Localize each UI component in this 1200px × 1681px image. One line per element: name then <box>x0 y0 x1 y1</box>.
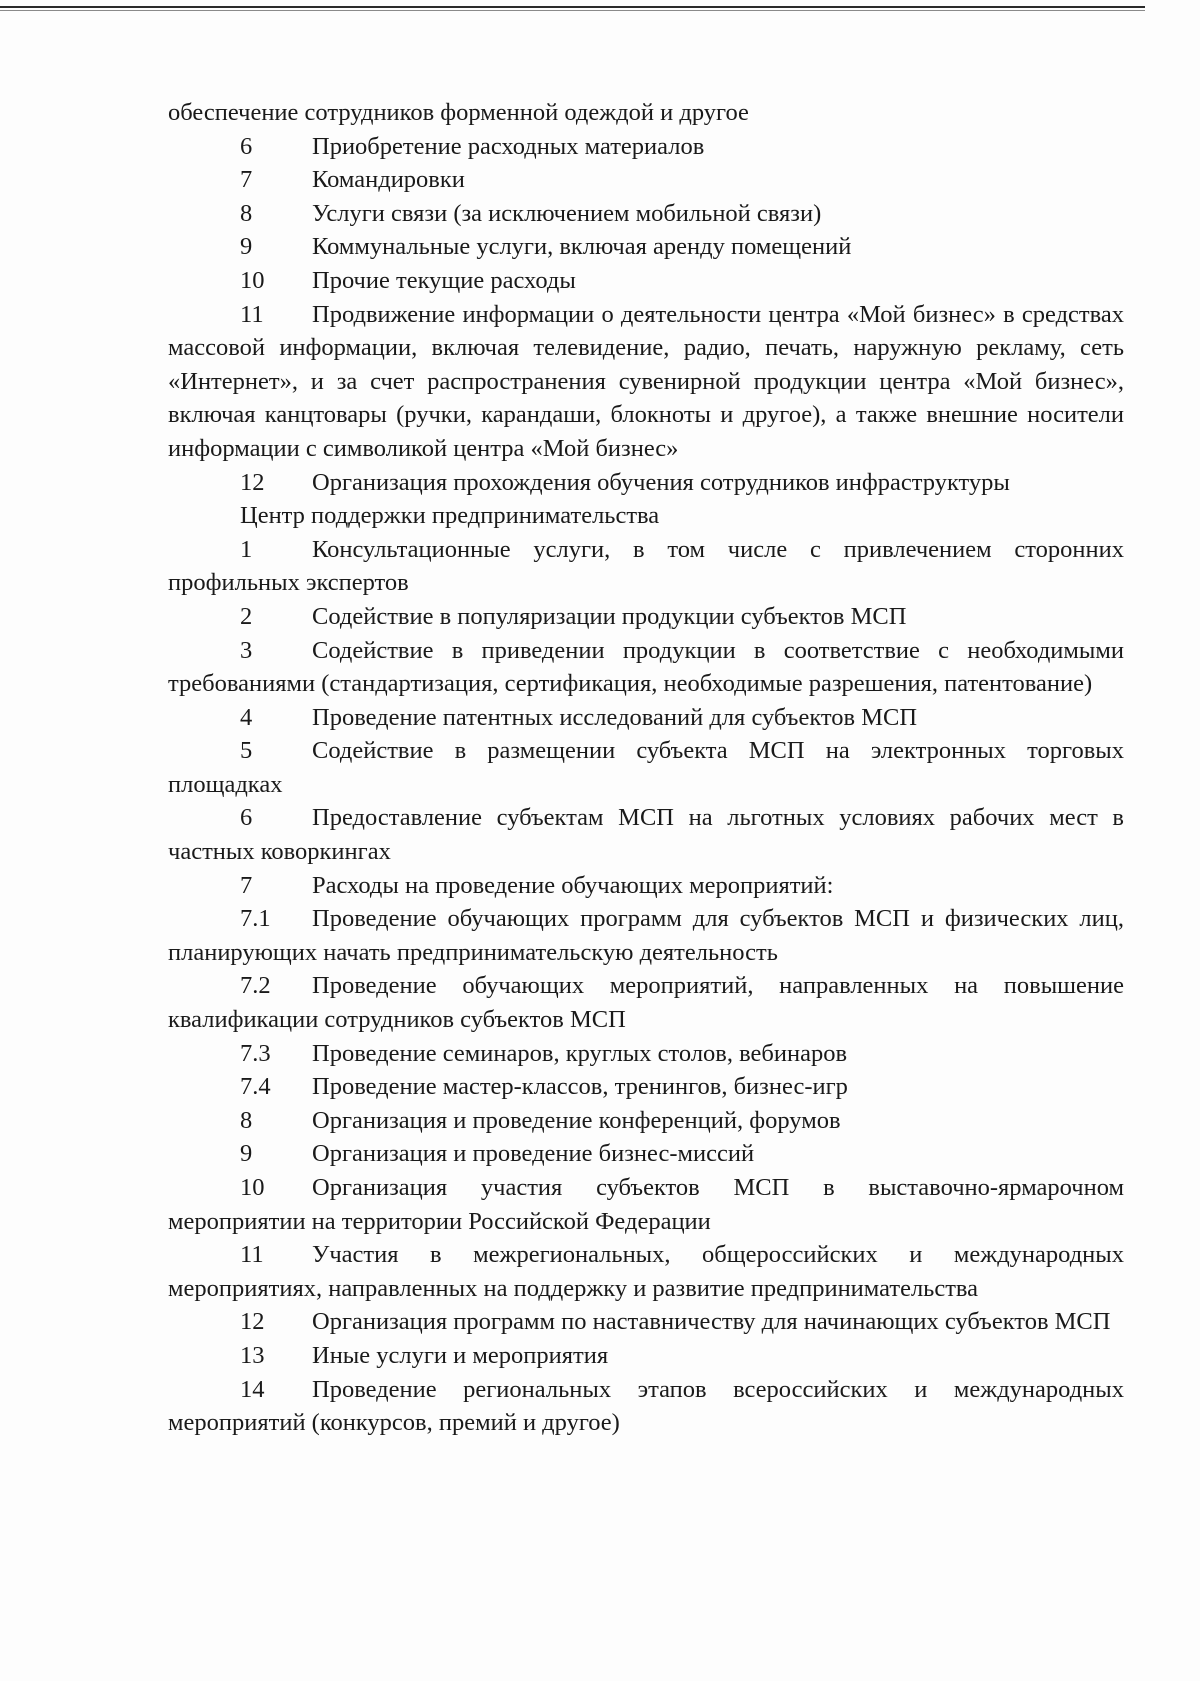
item-number: 12 <box>240 468 265 496</box>
item-number: 11 <box>240 1241 264 1269</box>
item-number: 7 <box>240 166 253 194</box>
item-number: 2 <box>240 602 253 630</box>
item-number: 6 <box>240 804 253 832</box>
item-text: Участия в межрегиональных, общероссийских и международных мероприятиях, направленных на поддержку и развитие предпринимательства <box>168 1241 1124 1302</box>
list-item <box>168 734 1124 801</box>
item-number: 4 <box>240 703 253 731</box>
item-text: Проведение обучающих мероприятий, направленных на повышение квалификации сотрудников субъектов МСП <box>168 972 1124 1034</box>
item-text: Организация и проведение бизнес-миссий <box>312 1140 755 1168</box>
item-number: 13 <box>240 1341 265 1369</box>
item-number: 6 <box>240 132 253 160</box>
item-number: 10 <box>240 266 265 294</box>
list-item <box>168 1373 1124 1440</box>
item-number: 5 <box>240 737 253 765</box>
item-number: 7.1 <box>240 905 271 933</box>
list-item <box>168 1339 1124 1373</box>
item-number: 14 <box>240 1375 265 1403</box>
list-item <box>168 1137 1124 1171</box>
item-text: Проведение обучающих программ для субъектов МСП и физических лиц, планирующих начать предпринимательскую деятельность <box>168 905 1124 966</box>
list-item <box>168 1171 1124 1238</box>
list-item <box>168 600 1124 634</box>
item-text: Расходы на проведение обучающих мероприятий: <box>312 871 834 899</box>
item-number: 1 <box>240 535 253 563</box>
item-number: 8 <box>240 199 253 227</box>
item-text: Содействие в размещении субъекта МСП на электронных торговых площадках <box>168 737 1124 798</box>
list-item <box>168 1305 1124 1339</box>
item-text: Командировки <box>312 166 465 194</box>
item-number: 9 <box>240 233 253 261</box>
list-item <box>168 1070 1124 1104</box>
item-text: Проведение патентных исследований для субъектов МСП <box>312 703 918 731</box>
list-item <box>168 230 1124 264</box>
list-item <box>168 701 1124 735</box>
item-number: 7.4 <box>240 1073 271 1101</box>
item-text: Проведение региональных этапов всероссийских и международных мероприятий (конкурсов, премий и другое) <box>168 1375 1124 1437</box>
item-number: 12 <box>240 1308 265 1336</box>
item-number: 3 <box>240 636 253 664</box>
item-text: Организация и проведение конференций, форумов <box>312 1106 841 1134</box>
item-text: Организация прохождения обучения сотрудников инфраструктуры <box>312 468 1010 496</box>
item-number: 8 <box>240 1106 253 1134</box>
item-text: Содействие в популяризации продукции субъектов МСП <box>312 602 907 630</box>
list-item <box>168 869 1124 903</box>
item-text: Продвижение информации о деятельности центра «Мой бизнес» в средствах массовой информации, включая телевидение, радио, печать, наружную рекламу, сеть «Интернет», и за счет распространения сувенирной продукции центра «Мой бизнес», включая канцтовары (ручки, карандаши, блокноты и другое), а также внешние носители информации с символикой центра «Мой бизнес» <box>168 300 1124 462</box>
item-text: Прочие текущие расходы <box>312 266 576 294</box>
top-border-line-secondary <box>0 10 1145 11</box>
section-heading: Центр поддержки предпринимательства <box>240 502 660 530</box>
list-item <box>168 197 1124 231</box>
list-item <box>168 533 1124 600</box>
list-item <box>168 801 1124 868</box>
list-item <box>168 969 1124 1036</box>
item-text: Иные услуги и мероприятия <box>312 1341 609 1369</box>
list-item <box>168 634 1124 701</box>
item-text: Проведение семинаров, круглых столов, вебинаров <box>312 1039 848 1067</box>
item-text: Содействие в приведении продукции в соответствие с необходимыми требованиями (стандартизация, сертификация, необходимые разрешения, патентование) <box>168 636 1124 698</box>
item-text: Приобретение расходных материалов <box>312 132 705 160</box>
item-number: 7.2 <box>240 972 271 1000</box>
list-item <box>168 1037 1124 1071</box>
item-number: 7 <box>240 871 253 899</box>
list-item <box>168 466 1124 500</box>
list-item <box>168 1104 1124 1138</box>
item-text: Организация участия субъектов МСП в выставочно-ярмарочном мероприятии на территории Российской Федерации <box>168 1174 1124 1235</box>
item-text: Услуги связи (за исключением мобильной связи) <box>312 199 822 227</box>
item-text: Проведение мастер-классов, тренингов, бизнес-игр <box>312 1073 848 1101</box>
list-item <box>168 163 1124 197</box>
list-item <box>168 298 1124 466</box>
item-text: Организация программ по наставничеству для начинающих субъектов МСП <box>312 1308 1111 1336</box>
list-item <box>168 264 1124 298</box>
item-text: Коммунальные услуги, включая аренду помещений <box>312 233 852 261</box>
item-text: Консультационные услуги, в том числе с привлечением сторонних профильных экспертов <box>168 535 1124 597</box>
item-number: 11 <box>240 300 264 328</box>
list-item <box>168 1238 1124 1305</box>
item-text: Предоставление субъектам МСП на льготных условиях рабочих мест в частных коворкингах <box>168 804 1124 866</box>
list-item <box>168 902 1124 969</box>
item-number: 10 <box>240 1174 265 1201</box>
item-number: 9 <box>240 1140 253 1168</box>
list-item <box>168 130 1124 164</box>
top-border-line <box>0 6 1145 8</box>
document-body <box>168 96 1124 1440</box>
paragraph-continuation: обеспечение сотрудников форменной одеждой и другое <box>168 99 749 126</box>
item-number: 7.3 <box>240 1039 271 1067</box>
